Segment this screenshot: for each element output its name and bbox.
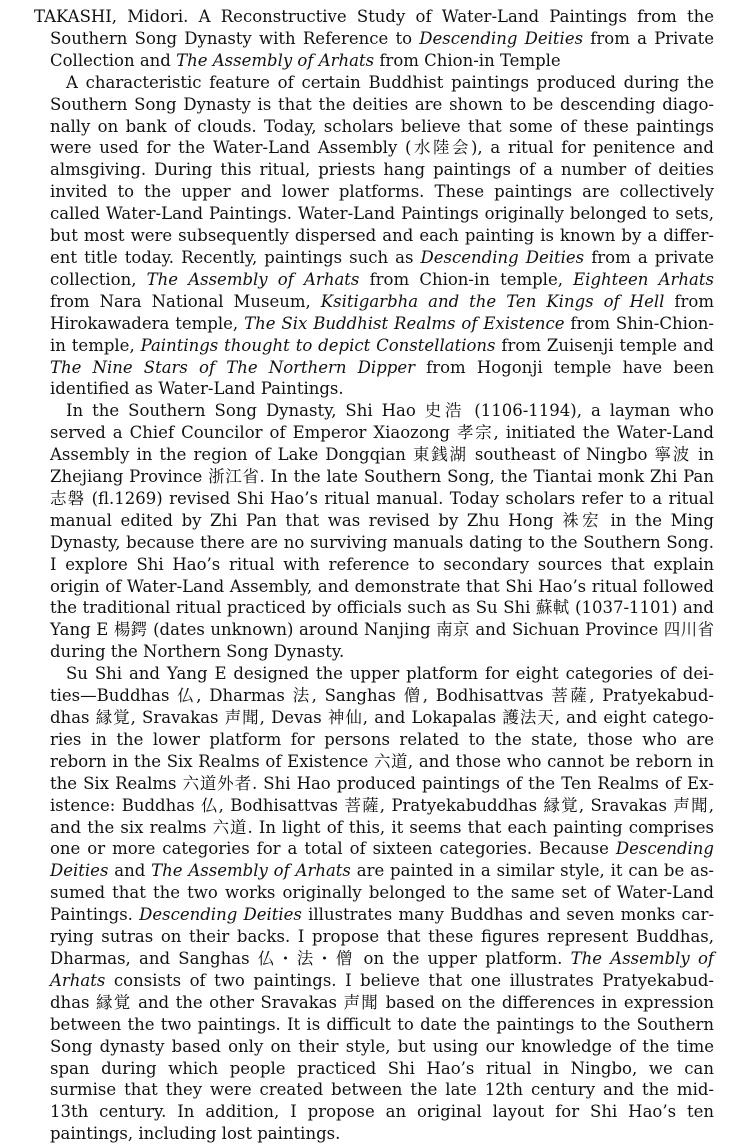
paragraph-3-text-3: and [108,861,152,881]
work-title: Descending Deities [139,905,302,925]
paragraph-3-text-9: consists of two paintings. I believe that one illustrates Pratyekabuddhas 縁覚 and the other Sravakas 声聞 based on the differences in expression between the two paintings. It is difficult to date the paintings to the Southern Song dynasty based only on their style, but using our knowledge of the time span during which people practiced Shi Hao’s ritual in Ningbo, we can surmise that they were created between the late 12th century and the mid-13th century. In addition, I propose an original layout for Shi Hao’s ten paintings, including lost paintings. [50,970,714,1144]
work-title: The Assembly of Arhats [146,269,360,289]
heading-text-1: TAKASHI, Midori. A Reconstructive Study of Water-Land Paintings from the Southern Song Dynasty with Reference to [34,7,714,48]
paragraph-1-text-13: from Zuisenji temple and [495,335,714,355]
paragraph-1-text-15: from Hogonji temple have been identified as Water-Land Paintings. [50,357,714,399]
heading-text-3: from a Private Collection and [50,28,715,70]
paragraph-1-text-1: A characteristic feature of certain Buddhist paintings produced during the Southern Song Dynasty is that the deities are shown to be descending diagonally on bank of clouds. Today, scholars believe that some of these paintings were used for the Water-Land Assembly (水陸会), a ritual for penitence and almsgiving. During this ritual, priests hang paintings of a number of deities invited to the upper and lower platforms. These paintings are collectively called Water-Land Paintings. Water-Land Paintings originally belonged to sets, but most were subsequently dispersed and each painting is known by a different title today. Recently, paintings such as [50,72,714,267]
paragraph-1-text-7: from Nara National Museum, [50,291,321,311]
paragraph-3-text-7: illustrates many Buddhas and seven monks carrying sutras on their backs. I propose that these figures represent Buddhas, Dharmas, and Sanghas 仏・法・僧 on the upper platform. [50,905,715,968]
article-citation-heading [34,6,714,72]
work-title: Descending Deities [420,247,585,267]
work-title: Ksitigarbha and the Ten Kings of Hell [320,291,665,311]
work-title: The Assembly of Arhats [50,948,714,990]
heading-text-5: from Chion-in Temple [374,50,561,70]
work-title: The Assembly of Arhats [151,861,351,881]
work-title: The Nine Stars of The Northern Dipper [50,357,415,377]
paragraph-3-text-5: are painted in a similar style, it can be assumed that the two works originally belonged to the same set of Water-Land Paintings. [50,861,714,925]
work-title: Descending Deities [50,839,714,881]
work-title: The Six Buddhist Realms of Existence [244,313,565,333]
paragraph-1-text-11: from Shin-Chion-in temple, [50,313,715,355]
heading-title-descending-deities: Descending Deities [419,28,584,48]
paragraph-3-text-1: Su Shi and Yang E designed the upper platform for eight categories of deities—Buddhas 仏, Dharmas 法, Sanghas 僧, Bodhisattvas 菩薩, Pratyekabuddhas 縁覚, Sravakas 声聞, Devas 神仙, and Lokapalas 護法天, and eight categories in the lower platform for persons related to the state, those who are reborn in the Six Realms of Existence 六道, and those who cannot be reborn in the Six Realms 六道外者. Shi Hao produced paintings of the Ten Realms of Existence: Buddhas 仏, Bodhisattvas 菩薩, Pratyekabuddhas 縁覚, Sravakas 声聞, and the six realms 六道. In light of this, it seems that each painting comprises one or more categories for a total of sixteen categories. Because [50,664,714,859]
paragraph-2: In the Southern Song Dynasty, Shi Hao 史浩 (1106-1194), a layman who served a Chief Councilor of Emperor Xiaozong 孝宗, initiated the Water-Land Assembly in the region of Lake Dongqian 東銭湖 southeast of Ningbo 寧波 in Zhejiang Province 浙江省. In the late Southern Song, the Tiantai monk Zhi Pan 志磐 (fl.1269) revised Shi Hao’s ritual manual. Today scholars refer to a ritual manual edited by Zhi Pan that was revised by Zhu Hong 祩宏 in the Ming Dynasty, because there are no surviving manuals dating to the Southern Song. I explore Shi Hao’s ritual with reference to secondary sources that explain origin of Water-Land Assembly, and demonstrate that Shi Hao’s ritual followed the traditional ritual practiced by officials such as Su Shi 蘇軾 (1037-1101) and Yang E 楊鍔 (dates unknown) around Nanjing 南京 and Sichuan Province 四川省 during the Northern Song Dynasty. [50,401,714,662]
paragraph-3 [34,663,714,1145]
paragraph-1 [34,72,714,401]
work-title: Eighteen Arhats [573,269,714,289]
paragraph-1-text-5: from Chion-in temple, [359,269,574,289]
paragraph-1-text-3: from a private collection, [50,247,714,289]
work-title: Paintings thought to depict Constellations [140,335,496,355]
heading-title-assembly-of-arhats: The Assembly of Arhats [176,50,375,70]
paragraph-1-text-9: from Hirokawadera temple, [50,291,715,333]
